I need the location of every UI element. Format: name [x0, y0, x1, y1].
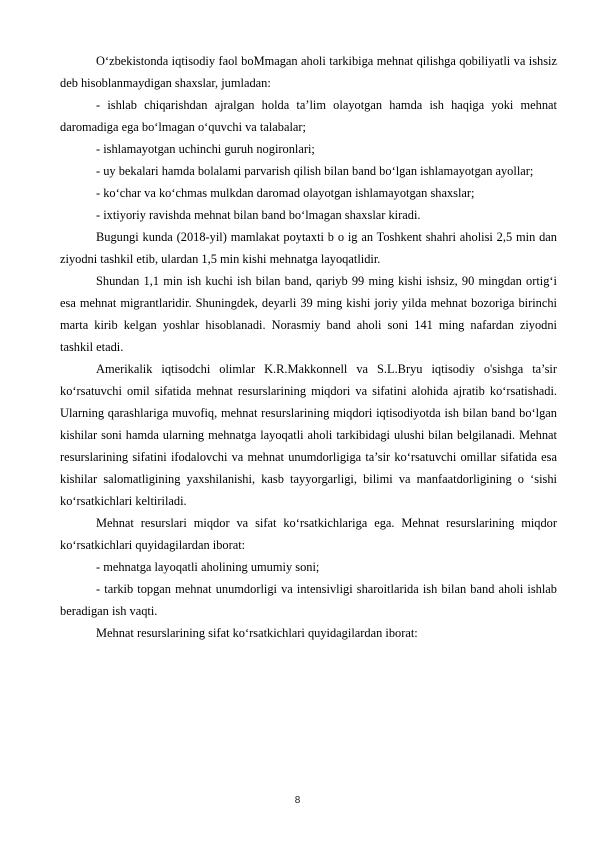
paragraph: - ko‘char va ko‘chmas mulkdan daromad olayotgan ishlamayotgan shaxslar;: [96, 186, 475, 200]
paragraph: - tarkib topgan mehnat unumdorligi va intensivligi sharoitlarida ish bilan band aholi ishlab beradigan ish vaqti.: [60, 582, 557, 618]
page-number: 8: [294, 795, 301, 806]
paragraph: Amerikalik iqtisodchi olimlar K.R.Makkonnell va S.L.Bryu iqtisodiy o'sishga ta’sir ko‘rsatuvchi omil sifatida mehnat resurslarining miqdori va sifatini alohida ajratib ko‘rsatishadi. Ularning qarashlariga muvofiq, mehnat resurslarining miqdori iqtisodiyotda ish bilan band bo‘lgan kishilar soni hamda ularning mehnatga layoqatli aholi tarkibidagi ulushi bilan belgilanadi. Mehnat resurslarining sifatini ifodalovchi va mehnat unumdorligiga ta’sir ko‘rsatuvchi omillar sifatida esa kishilar salomatligining yaxshilanishi, kasb tayyorgarligi, bilimi va manfaatdorligining o ‘sishi ko‘rsatkichlari keltiriladi.: [60, 362, 557, 508]
paragraph: - ishlamayotgan uchinchi guruh nogironlari;: [96, 142, 315, 156]
paragraph: - ishlab chiqarishdan ajralgan holda ta’lim olayotgan hamda ish haqiga yoki mehnat daromadiga ega bo‘lmagan o‘quvchi va talabalar;: [60, 98, 557, 134]
paragraph: Mehnat resurslarining sifat ko‘rsatkichlari quyidagilardan iborat:: [96, 626, 418, 640]
paragraph: - ixtiyoriy ravishda mehnat bilan band bo‘lmagan shaxslar kiradi.: [96, 208, 421, 222]
paragraph: Shundan 1,1 min ish kuchi ish bilan band, qariyb 99 ming kishi ishsiz, 90 mingdan ortig‘i esa mehnat migrantlaridir. Shuningdek, deyarli 39 ming kishi joriy yilda mehnat bozoriga birinchi marta kirib kelgan yoshlar hisoblanadi. Norasmiy band aholi soni 141 ming nafardan ziyodni tashkil etadi.: [60, 274, 557, 354]
paragraph: Bugungi kunda (2018-yil) mamlakat poytaxti b o ig an Toshkent shahri aholisi 2,5 min dan ziyodni tashkil etib, ulardan 1,5 min kishi mehnatga layoqatlidir.: [60, 230, 557, 266]
document-page: [60, 50, 557, 644]
paragraph: - uy bekalari hamda bolalami parvarish qilish bilan band bo‘lgan ishlamayotgan ayollar;: [96, 164, 534, 178]
paragraph: - mehnatga layoqatli aholining umumiy soni;: [96, 560, 320, 574]
paragraph: Mehnat resurslari miqdor va sifat ko‘rsatkichlariga ega. Mehnat resurslarining miqdor ko‘rsatkichlari quyidagilardan iborat:: [60, 516, 557, 552]
paragraph: O‘zbekistonda iqtisodiy faol boMmagan aholi tarkibiga mehnat qilishga qobiliyatli va ishsiz deb hisoblanmaydigan shaxslar, jumladan:: [60, 54, 557, 90]
